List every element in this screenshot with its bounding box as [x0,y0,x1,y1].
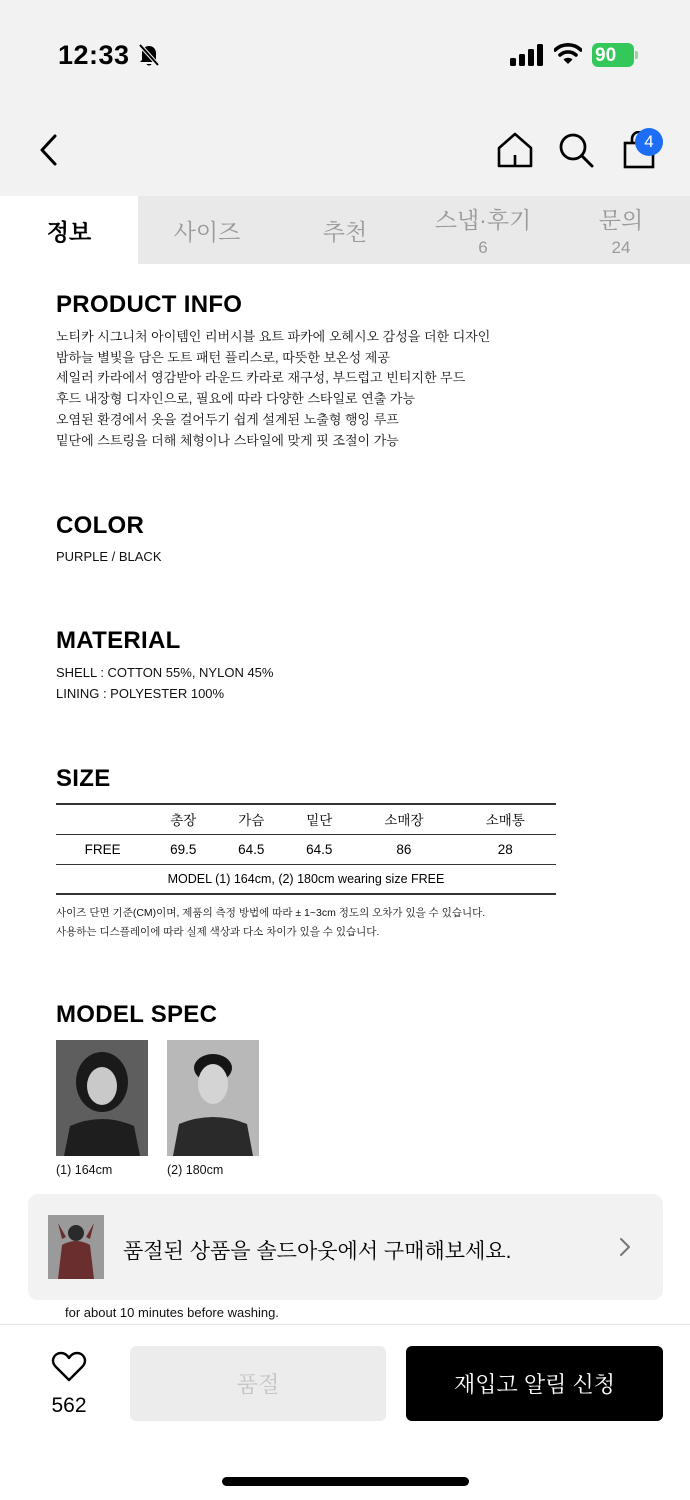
soldout-banner-text: 품절된 상품을 솔드아웃에서 구매해보세요. [123,1240,512,1263]
tab-count: 24 [611,238,631,257]
status-time: 12:33 [58,40,130,70]
soldout-button[interactable]: 품절 [130,1346,386,1421]
description-line: 노티카 시그니처 아이템인 리버시블 요트 파카에 오헤시오 감성을 더한 디자인 [56,329,491,344]
heart-icon [51,1351,87,1383]
material-lining: LINING : POLYESTER 100% [56,685,225,701]
like-count: 562 [51,1394,87,1417]
table-cell: 소매장 [353,804,454,834]
table-cell: 총장 [149,804,217,834]
table-cell: 소매통 [455,804,556,834]
cart-count-badge: 4 [635,128,663,156]
table-row [56,834,556,864]
table-cell: 밑단 [285,804,353,834]
wash-instruction-text: for about 10 minutes before washing. [65,1305,279,1320]
material-title: MATERIAL [56,627,181,654]
wifi-icon [554,42,582,71]
color-title: COLOR [56,512,145,539]
size-disclaimer [56,904,485,942]
tab-label: 추천 [322,218,368,245]
soldout-banner[interactable] [28,1194,663,1300]
tab-snap-review[interactable] [414,196,552,264]
table-row [56,864,556,894]
description-line: 밤하늘 별빛을 담은 도트 패턴 플리스로, 따뜻한 보온성 제공 [56,349,390,365]
product-tabs [0,196,690,264]
size-title: SIZE [56,765,111,792]
tab-inquiry[interactable] [552,196,690,264]
description-line: 후드 내장형 디자인으로, 필요에 따라 다양한 스타일로 연출 가능 [56,391,416,407]
description-line: 오염된 환경에서 옷을 걸어두기 쉽게 설계된 노출형 행잉 루프 [56,411,399,427]
table-cell: 28 [455,834,556,864]
table-cell: 가슴 [217,804,285,834]
disclaimer-line: 사용하는 디스플레이에 따라 실제 색상과 다소 차이가 있을 수 있습니다. [56,926,380,938]
top-navigation [0,110,690,196]
chevron-right-icon [618,1236,632,1263]
tab-label: 스냅·후기 [434,207,532,233]
disclaimer-line: 사이즈 단면 기준(CM)이며, 제품의 측정 방법에 따라 ± 1~3cm 정도의 오차가 있을 수 있습니다. [56,907,486,919]
product-info-description [56,327,490,451]
tab-info[interactable] [0,196,138,264]
model-size-note: MODEL (1) 164cm, (2) 180cm wearing size FREE [56,864,556,894]
battery-icon [592,43,638,67]
tab-label: 사이즈 [173,218,241,245]
material-list [56,663,273,704]
size-table-header [56,804,556,834]
bottom-action-bar [0,1324,690,1500]
tab-label: 정보 [46,218,92,245]
chevron-left-icon [37,133,59,167]
restock-alert-button[interactable]: 재입고 알림 신청 [406,1346,663,1421]
status-bar [0,0,690,110]
back-button[interactable] [26,128,70,172]
table-cell: 64.5 [285,834,353,864]
tab-label: 문의 [598,207,644,233]
table-cell [56,804,149,834]
search-button[interactable] [554,128,598,172]
size-table [56,803,556,895]
battery-level: 90 [595,45,617,66]
model-spec-title: MODEL SPEC [56,1001,218,1028]
muted-bell-icon [137,42,161,73]
home-button[interactable] [493,128,537,172]
tab-count: 6 [478,238,488,257]
table-cell: 69.5 [149,834,217,864]
model-2-photo [167,1040,259,1156]
search-icon [557,131,595,169]
home-icon [496,131,534,169]
description-line: 밑단에 스트링을 더해 체형이나 스타일에 맞게 핏 조절이 가능 [56,432,399,448]
table-cell: 86 [353,834,454,864]
soldout-product-thumbnail [48,1215,104,1279]
tab-recommend[interactable] [276,196,414,264]
tab-size[interactable] [138,196,276,264]
product-info-title: PRODUCT INFO [56,291,243,318]
description-line: 세일러 카라에서 영감받아 라운드 카라로 재구성, 부드럽고 빈티지한 무드 [56,370,466,386]
material-shell: SHELL : COTTON 55%, NYLON 45% [56,665,274,680]
model-1-photo [56,1040,148,1156]
cellular-signal-icon [510,44,544,71]
model-1-caption: (1) 164cm [56,1163,113,1177]
like-button[interactable] [38,1351,100,1418]
table-cell: FREE [56,834,149,864]
home-indicator[interactable] [222,1477,469,1486]
table-cell: 64.5 [217,834,285,864]
model-2-caption: (2) 180cm [167,1163,224,1177]
color-value: PURPLE / BLACK [56,549,162,564]
